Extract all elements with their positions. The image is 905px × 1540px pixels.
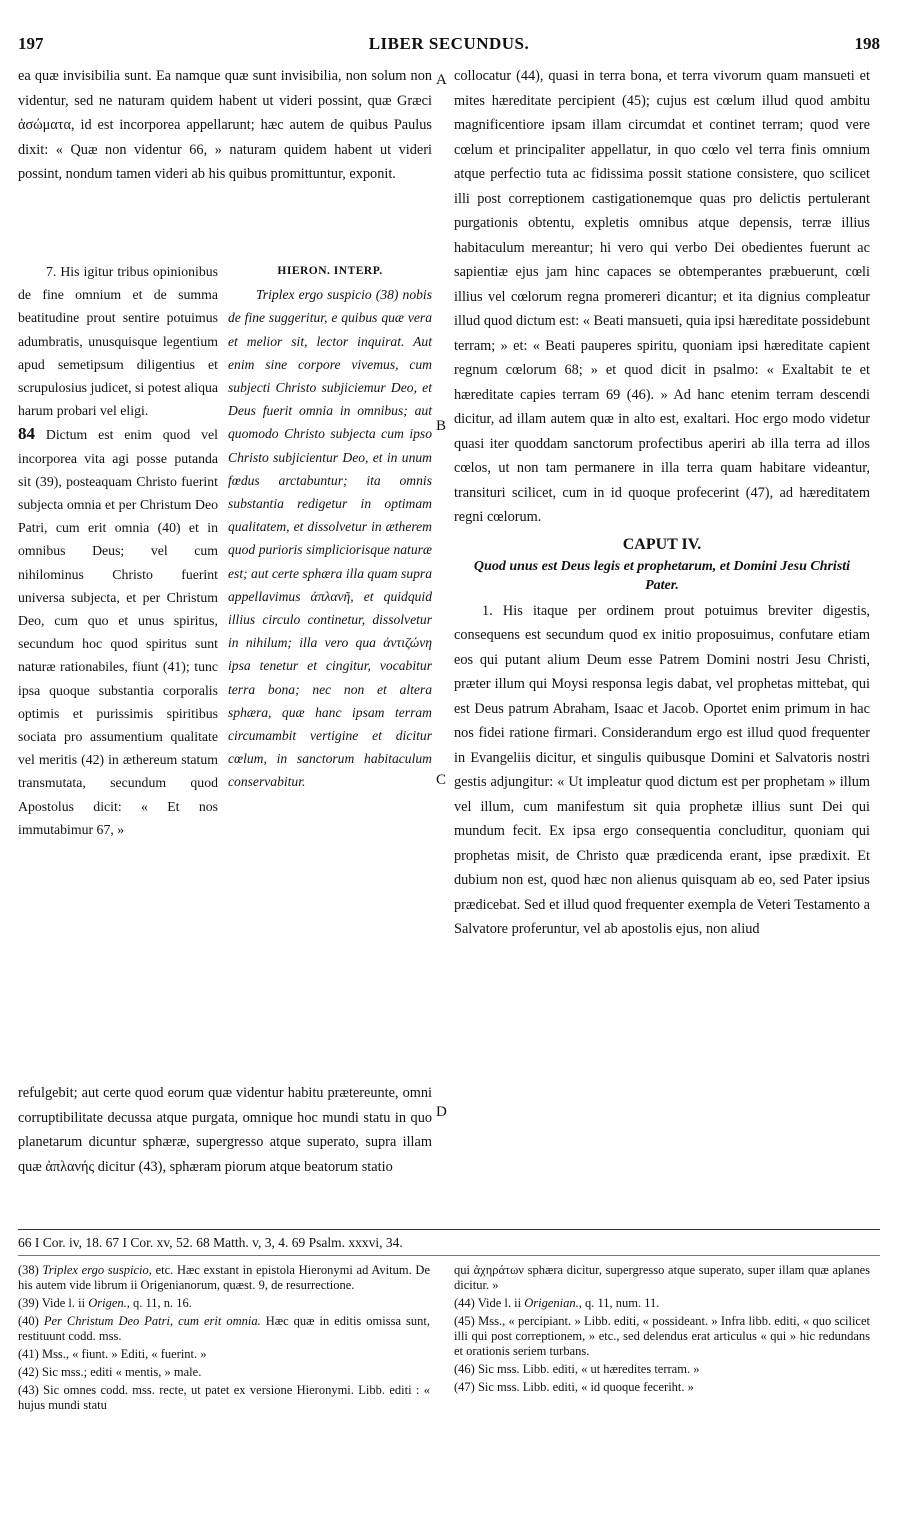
left-subcolumn-rufinus — [18, 260, 218, 841]
note-lead: (45) Mss., « percipiant. » Libb. editi, « possideant. » Infra libb. editi, « quo scilicet illi qui post correptionem, » etc., sed delendus erat articulus « qui » hic redundans et orationis seriem turbans. — [454, 1314, 870, 1358]
chapter-heading: CAPUT IV. — [622, 535, 702, 553]
note-lead: (39) Vide l. ii — [18, 1296, 89, 1310]
paragraph-7-continued: Dictum est enim quod vel incorporea vita agi posse putanda sit (39), posteaquam Christo fuerint subjecta omnia et per Christum Deo Patri, cum erit omnia (40) et in omnibus Deus; vel cum nihilominus Christo fuerint universa subjecta, et per Christum Deo, cum quo et unus spiritus, secundum hoc quod spiritus sunt naturæ rationabiles, fiunt (41); tunc ipsa quoque substantia corporalis optimis et purissimis spiritibus sociata pro assumentium qualitate vel meritis (42) in æthereum statum transmutata, secundum quod Apostolus dicit: « Et nos immutabimur 67, » — [18, 427, 219, 837]
left-bottom-paragraph: refulgebit; aut certe quod eorum quæ videntur habitu prætereunte, omni corruptibilitate decussa atque purgata, omnique hoc mundi statu in quo planetarum dicuntur sphæræ, supergresso atque superato, supra illam quæ ἀπλανής dicitur (43), sphæram piorum atque beatorum statio — [18, 1085, 432, 1175]
section-marker-d: D — [436, 1104, 447, 1120]
left-column-bottom — [18, 1081, 432, 1179]
section-marker-c: C — [436, 772, 447, 788]
note-item — [18, 1296, 430, 1311]
note-lead: (40) — [18, 1314, 44, 1328]
note-item — [18, 1263, 430, 1293]
running-title: LIBER SECUNDUS. — [368, 34, 530, 53]
note-item — [454, 1362, 870, 1377]
page-number-left: 197 — [18, 34, 44, 53]
hieron-interp-text: Triplex ergo suspicio (38) nobis de fine suggeritur, e quibus quæ vera et melior sit, lector inquirat. Aut enim sine corpore vivemus, cum subjecti Christo subjiciemur Deo, et Deus fuerit omnia in omnibus; aut quomodo Christo subjecta cum ipso Christo subjicientur Deo, et in unum fœdus arctabuntur; ita omnis substantia redigetur in optimam qualitatem, et dissolvetur in ætherem quod purioris simpliciorisque naturæ est; aut certe sphæra illa quam supra appellavimus ἀπλανῆ, et quidquid illius circulo continetur, dissolvetur in nihilum; illa vero qua ἀντιζώνη ipsa tenetur et cingitur, vocabitur terra bona; nec non et altera sphæra, quæ hanc ipsam terram circumambit vertigine et dicitur cœlum, in sanctorum habitaculum conservabitur. — [228, 287, 432, 790]
note-italic: Per Christum Deo Patri, cum erit omnia. — [43, 1314, 261, 1328]
running-header — [18, 34, 880, 58]
note-item — [18, 1383, 430, 1413]
note-rest: , q. 11, n. 16. — [126, 1296, 192, 1310]
note-item — [454, 1296, 870, 1311]
note-item — [454, 1314, 870, 1359]
footnote-rule — [18, 1229, 880, 1230]
note-lead: (47) Sic mss. Libb. editi, « id quoque feceriht. » — [454, 1380, 694, 1394]
left-top-paragraph: ea quæ invisibilia sunt. Ea namque quæ sunt invisibilia, non solum non videntur, sed ne naturam quidem habent ut videri possint, quæ Græci ἀσώματα, id est incorporea appellarunt; hæc autem de quibus Paulus dixit: « Quæ non videntur 66, » naturam quidem habent ut videri possint, nondum tamen videri ab his quibus promittuntur, exponit. — [18, 68, 432, 182]
note-item — [18, 1314, 430, 1344]
note-lead: (44) Vide l. ii — [454, 1296, 525, 1310]
hieron-interp-heading: HIERON. INTERP. — [277, 265, 383, 277]
paragraph-7: 7. His igitur tribus opinionibus de fine omnium et de summa beatitudine prout sentire potuimus adumbratis, unusquisque legentium apud semetipsum diligentius et scrupulosius judicet, si potest aliqua harum probari vel eligi. — [18, 264, 218, 419]
note-item — [454, 1380, 870, 1395]
note-rest: , q. 11, num. 11. — [578, 1296, 660, 1310]
note-rest: Hæc quæ in editis omissa sunt, restituunt codd. mss. — [18, 1314, 431, 1343]
note-lead: (42) Sic mss.; editi « mentis, » male. — [18, 1365, 202, 1379]
notes-right — [454, 1263, 870, 1398]
notes-rule — [18, 1255, 880, 1256]
chapter-subtitle: Quod unus est Deus legis et prophetarum, et Domini Jesu Christi Pater. — [473, 558, 851, 593]
right-paragraph-1: collocatur (44), quasi in terra bona, et terra vivorum quam mansueti et mites hæreditate percipient (45); cujus est cœlum illud quod ambitu magnificentiore ipsam illam circumdat et continet terram; quod vere cœlum et principaliter appellatur, in quo cœlo vel terra finis omnium atque perfectio tuta ac fidissima possit statione consistere, quo scilicet illi post correptionem castigationemque quas pro delictis pertulerant purgationis obtentu, expletis omnibus atque depensis, terræ illius habitaculum mereantur; hi vero qui verbo Dei obedientes fuerunt ac sapientiæ ejus jam hinc capaces se obtemperantes præbuerunt, cœli illius vel cœlorum regna promereri dicantur; et ita dignius compleatur illud quod dictum est: « Beati mansueti, quia ipsi hæreditate possidebunt terram; » et: « Beati pauperes spiritu, quoniam ipsi hæreditate capient regnum cœlorum 68; » et quod dicit in psalmo: « Exaltabit te et hæreditate capies terram 69 (46). » Ad hanc etenim terram descendi dicitur, ad illam autem quæ in alto est, exaltari. Hoc ergo modo videtur quasi iter quoddam sanctorum profectibus aperiri ab illa terra ad illos cœlos, ut non tam permanere in illa terra quam habitare videantur, transituri scilicet, cum in id quoque profecerint (47), ad hæreditatem regni cœlorum. — [454, 68, 870, 525]
note-item — [454, 1263, 870, 1293]
note-item — [18, 1347, 430, 1362]
right-column — [454, 64, 870, 942]
left-subcolumn-hieronymus — [228, 260, 432, 794]
note-item — [18, 1365, 430, 1380]
note-lead: (41) Mss., « fiunt. » Editi, « fuerint. » — [18, 1347, 207, 1361]
right-paragraph-2: 1. His itaque per ordinem prout potuimus breviter digestis, consequens est secundum quod ex initio proposuimus, confutare etiam eos qui putant alium Deum esse Patrem Domini nostri Jesu Christi, præter illum qui Moysi responsa legis dabat, vel prophetas mittebat, qui est Deus patrum Abraham, Isaac et Jacob. Oportet enim primum in hac nos fidei ratione firmari. Considerandum ergo est illud quod frequenter in Evangeliis dicitur, et singulis quibusque Domini et Salvatoris nostri gestis adjungitur: « Ut impleatur quod dictum est per prophetam » illum vel illum, cum manifestum sit quia prophetæ illius sunt Dei qui mundum fecit. Ex ipsa ergo consequentia concluditur, quoniam qui prophetas misit, de Christo quæ prædicenda erant, ipse prædixit. Et dubium non est, quod hæc non alienus quisquam ab eo, sed Pater ipsius prædicebat. Sed et illud quod frequenter exempla de Veteri Testamento a Salvatore proferuntur, vel ab apostolis ejus, non aliud — [454, 602, 870, 937]
note-lead: (38) — [18, 1263, 43, 1277]
section-marker-b: B — [436, 418, 447, 434]
note-italic: Origen. — [88, 1296, 127, 1310]
note-italic: Triplex ergo suspicio — [42, 1263, 149, 1277]
page-number-right: 198 — [854, 34, 880, 53]
left-column-top — [18, 64, 432, 187]
note-lead: (46) Sic mss. Libb. editi, « ut hæredites terram. » — [454, 1362, 700, 1376]
marginal-number: 84 — [18, 424, 35, 444]
note-lead: qui ἀχηράτων sphæra dicitur, supergresso atque superato, super illam quæ aplanes dicitur. » — [454, 1263, 870, 1292]
section-marker-a: A — [436, 72, 447, 88]
note-lead: (43) Sic omnes codd. mss. recte, ut patet ex versione Hieronymi. Libb. editi : « hujus mundi statu — [18, 1383, 430, 1412]
note-italic: Origenian. — [524, 1296, 579, 1310]
scripture-references: 66 I Cor. iv, 18. 67 I Cor. xv, 52. 68 Matth. v, 3, 4. 69 Psalm. xxxvi, 34. — [18, 1235, 403, 1250]
note-rest: , etc. Hæc exstant in epistola Hieronymi ad Avitum. De his autem vide librum ii Origenianorum, quæst. 9, de resurrectione. — [18, 1263, 430, 1292]
notes-left — [18, 1263, 430, 1416]
